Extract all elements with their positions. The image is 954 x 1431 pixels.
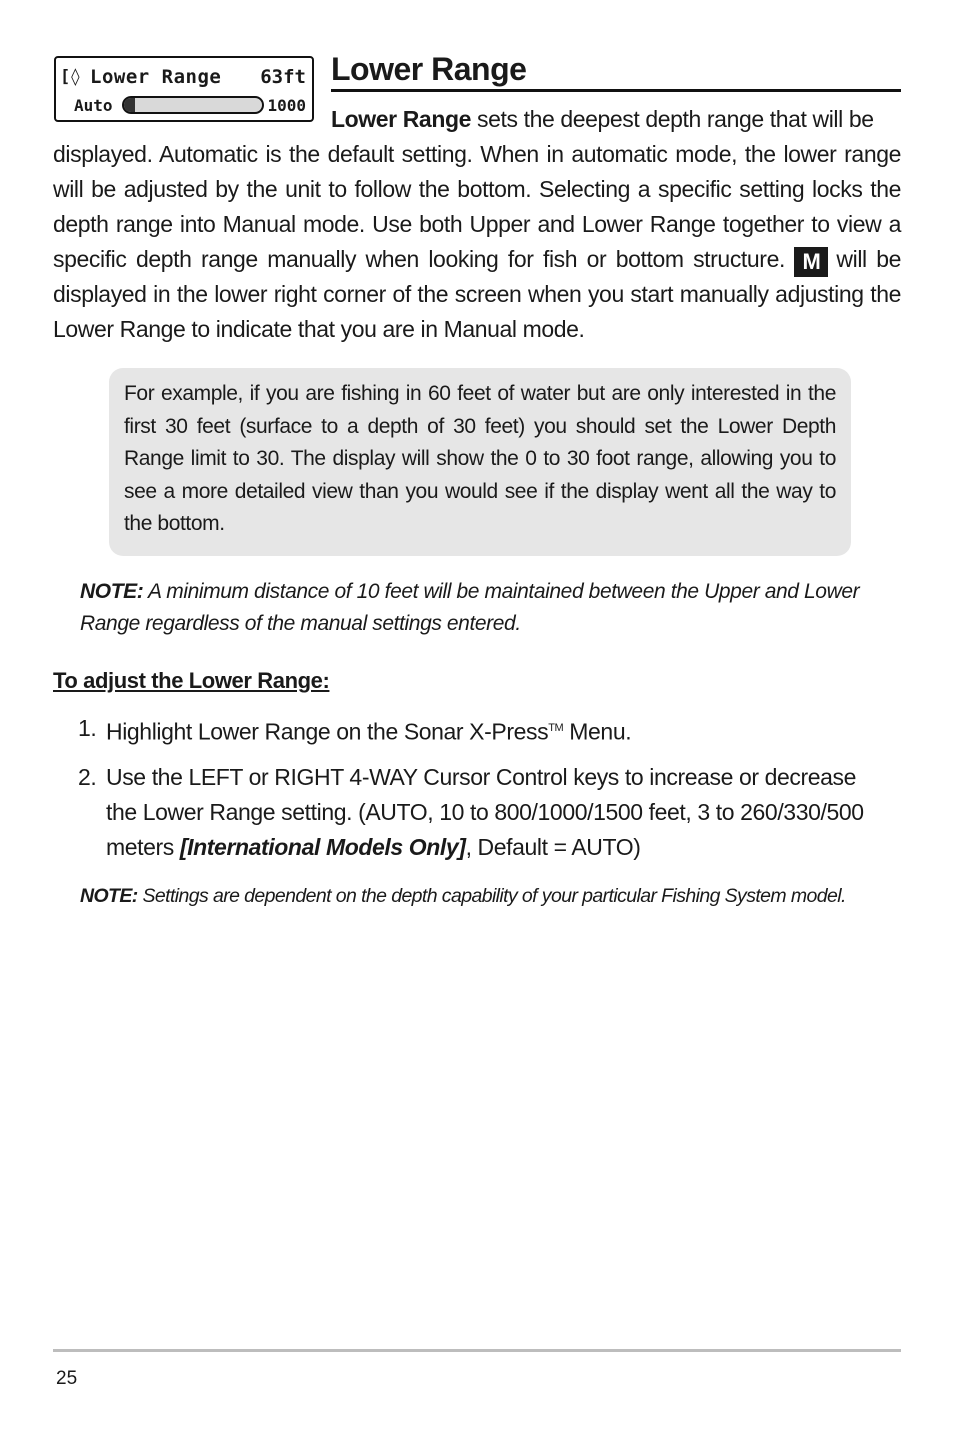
footer-divider <box>53 1349 901 1352</box>
section-title: Lower Range <box>331 51 527 87</box>
note-text: Settings are dependent on the depth capability of your particular Fishing System model. <box>137 885 846 907</box>
note-depth-capability <box>80 880 880 912</box>
intro-lead-text: sets the deepest depth range that will be <box>471 106 874 132</box>
menu-label: Lower Range <box>90 66 222 88</box>
note-label: NOTE: <box>80 885 138 907</box>
international-models-note: [International Models Only] <box>179 834 466 860</box>
procedure-heading: To adjust the Lower Range: <box>53 668 330 693</box>
step-text-part: Use the LEFT or RIGHT 4-WAY Cursor Control keys to increase or decrease the Lower Range setting. (AUTO, 10 to 800/1000/1500 feet, 3 to 260/330/500 meters <box>106 764 864 860</box>
note-label: NOTE: <box>80 580 144 603</box>
page-number: 25 <box>56 1368 78 1389</box>
intro-paragraph <box>53 137 901 347</box>
step-number: 2. <box>78 764 97 790</box>
step-text-part: Highlight Lower Range on the Sonar X-Press <box>106 718 549 745</box>
slider-fill <box>124 98 135 112</box>
step-text-part: Menu. <box>563 718 632 745</box>
example-text: For example, if you are fishing in 60 feet of water but are only interested in the first 30 feet (surface to a depth of 30 feet) you should set the Lower Depth Range limit to 30. The display will show the 0 to 30 foot range, allowing you to see a more detailed view than you would see if the display went all the way to the bottom. <box>124 382 836 535</box>
note-minimum-distance <box>80 576 880 640</box>
trademark-mark: TM <box>548 722 564 734</box>
manual-mode-text: will be displayed in the lower right corner of the screen when you start manually adjusting the Lower Range to indicate that you are in Manual mode. <box>53 246 901 342</box>
menu-row <box>60 64 306 90</box>
auto-label: Auto <box>74 96 113 115</box>
step-text <box>106 711 878 750</box>
selection-arrows-icon: [◊ <box>60 67 81 87</box>
step-text <box>106 760 878 865</box>
manual-mode-badge: M <box>794 247 828 277</box>
step-item <box>78 760 878 865</box>
intro-bold-term: Lower Range <box>331 106 472 132</box>
note-text: A minimum distance of 10 feet will be maintained between the Upper and Lower Range regardless of the manual settings entered. <box>80 580 860 635</box>
intro-continuation: displayed. Automatic is the default setting. When in automatic mode, the lower range will be adjusted by the unit to follow the bottom. Selecting a specific setting locks the depth range into Manual mode. Use both Upper and Lower Range together to view a specific depth range manually when looking for fish or bottom structure. <box>53 141 901 272</box>
section-heading <box>331 48 901 92</box>
range-slider <box>122 96 264 114</box>
step-item <box>78 711 878 750</box>
slider-max-value: 1000 <box>267 96 306 115</box>
step-text-part: , Default = AUTO) <box>465 834 641 860</box>
menu-slider-row <box>60 94 306 118</box>
step-number: 1. <box>78 715 97 741</box>
lower-range-menu-graphic <box>54 56 314 122</box>
menu-value: 63ft <box>260 66 306 88</box>
intro-lead <box>331 102 901 137</box>
example-callout <box>109 368 851 556</box>
